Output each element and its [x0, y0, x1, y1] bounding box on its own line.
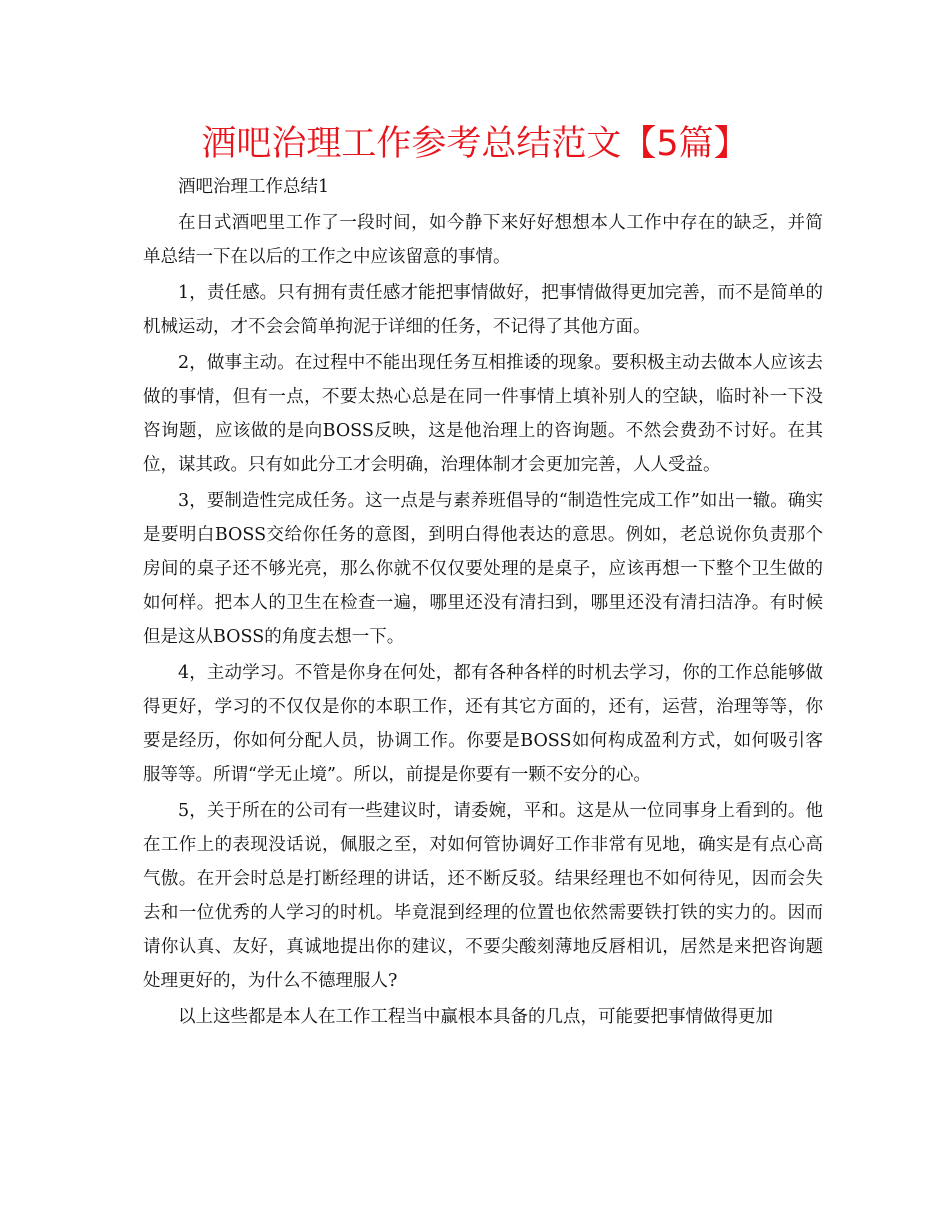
- paragraph-point-2: 2，做事主动。在过程中不能出现任务互相推诿的现象。要积极主动去做本人应该去做的事情，但有一点，不要太热心总是在同一件事情上填补别人的空缺，临时补一下没咨询题，应该做的是向BOSS反映，这是他治理上的咨询题。不然会费劲不讨好。在其位，谋其政。只有如此分工才会明确，治理体制才会更加完善，人人受益。: [143, 353, 823, 475]
- paragraph-point-4: 4，主动学习。不管是你身在何处，都有各种各样的时机去学习，你的工作总能够做得更好，学习的不仅仅是你的本职工作，还有其它方面的，还有，运营，治理等等，你要是经历，你如何分配人员，协调工作。你要是BOSS如何构成盈利方式，如何吸引客服等等。所谓“学无止境”。所以，前提是你要有一颗不安分的心。: [143, 663, 823, 785]
- paragraph-conclusion: 以上这些都是本人在工作工程当中赢根本具备的几点，可能要把事情做得更加: [178, 1007, 773, 1027]
- paragraph-point-1: 1，责任感。只有拥有责任感才能把事情做好，把事情做得更加完善，而不是简单的机械运动，才不会会简单拘泥于详细的任务，不记得了其他方面。: [143, 283, 823, 337]
- document-body: [143, 170, 823, 1036]
- paragraph-point-3: 3，要制造性完成任务。这一点是与素养班倡导的“制造性完成工作”如出一辙。确实是要明白BOSS交给你任务的意图，到明白得他表达的意思。例如，老总说你负责那个房间的桌子还不够光亮，那么你就不仅仅要处理的是桌子，应该再想一下整个卫生做的如何样。把本人的卫生在检查一遍，哪里还没有清扫到，哪里还没有清扫洁净。有时候但是这从BOSS的角度去想一下。: [143, 491, 823, 647]
- paragraph-point-5: 5，关于所在的公司有一些建议时，请委婉，平和。这是从一位同事身上看到的。他在工作上的表现没话说，佩服之至，对如何管协调好工作非常有见地，确实是有点心高气傲。在开会时总是打断经理的讲话，还不断反驳。结果经理也不如何待见，因而会失去和一位优秀的人学习的时机。毕竟混到经理的位置也依然需要铁打铁的实力的。因而请你认真、友好，真诚地提出你的建议，不要尖酸刻薄地反唇相讥，居然是来把咨询题处理更好的，为什么不德理服人?: [143, 801, 823, 991]
- section-subtitle: 酒吧治理工作总结1: [178, 177, 330, 197]
- document-title: 酒吧治理工作参考总结范文【5篇】: [201, 124, 749, 164]
- paragraph-intro: 在日式酒吧里工作了一段时间，如今静下来好好想想本人工作中存在的缺乏，并简单总结一下在以后的工作之中应该留意的事情。: [143, 213, 823, 267]
